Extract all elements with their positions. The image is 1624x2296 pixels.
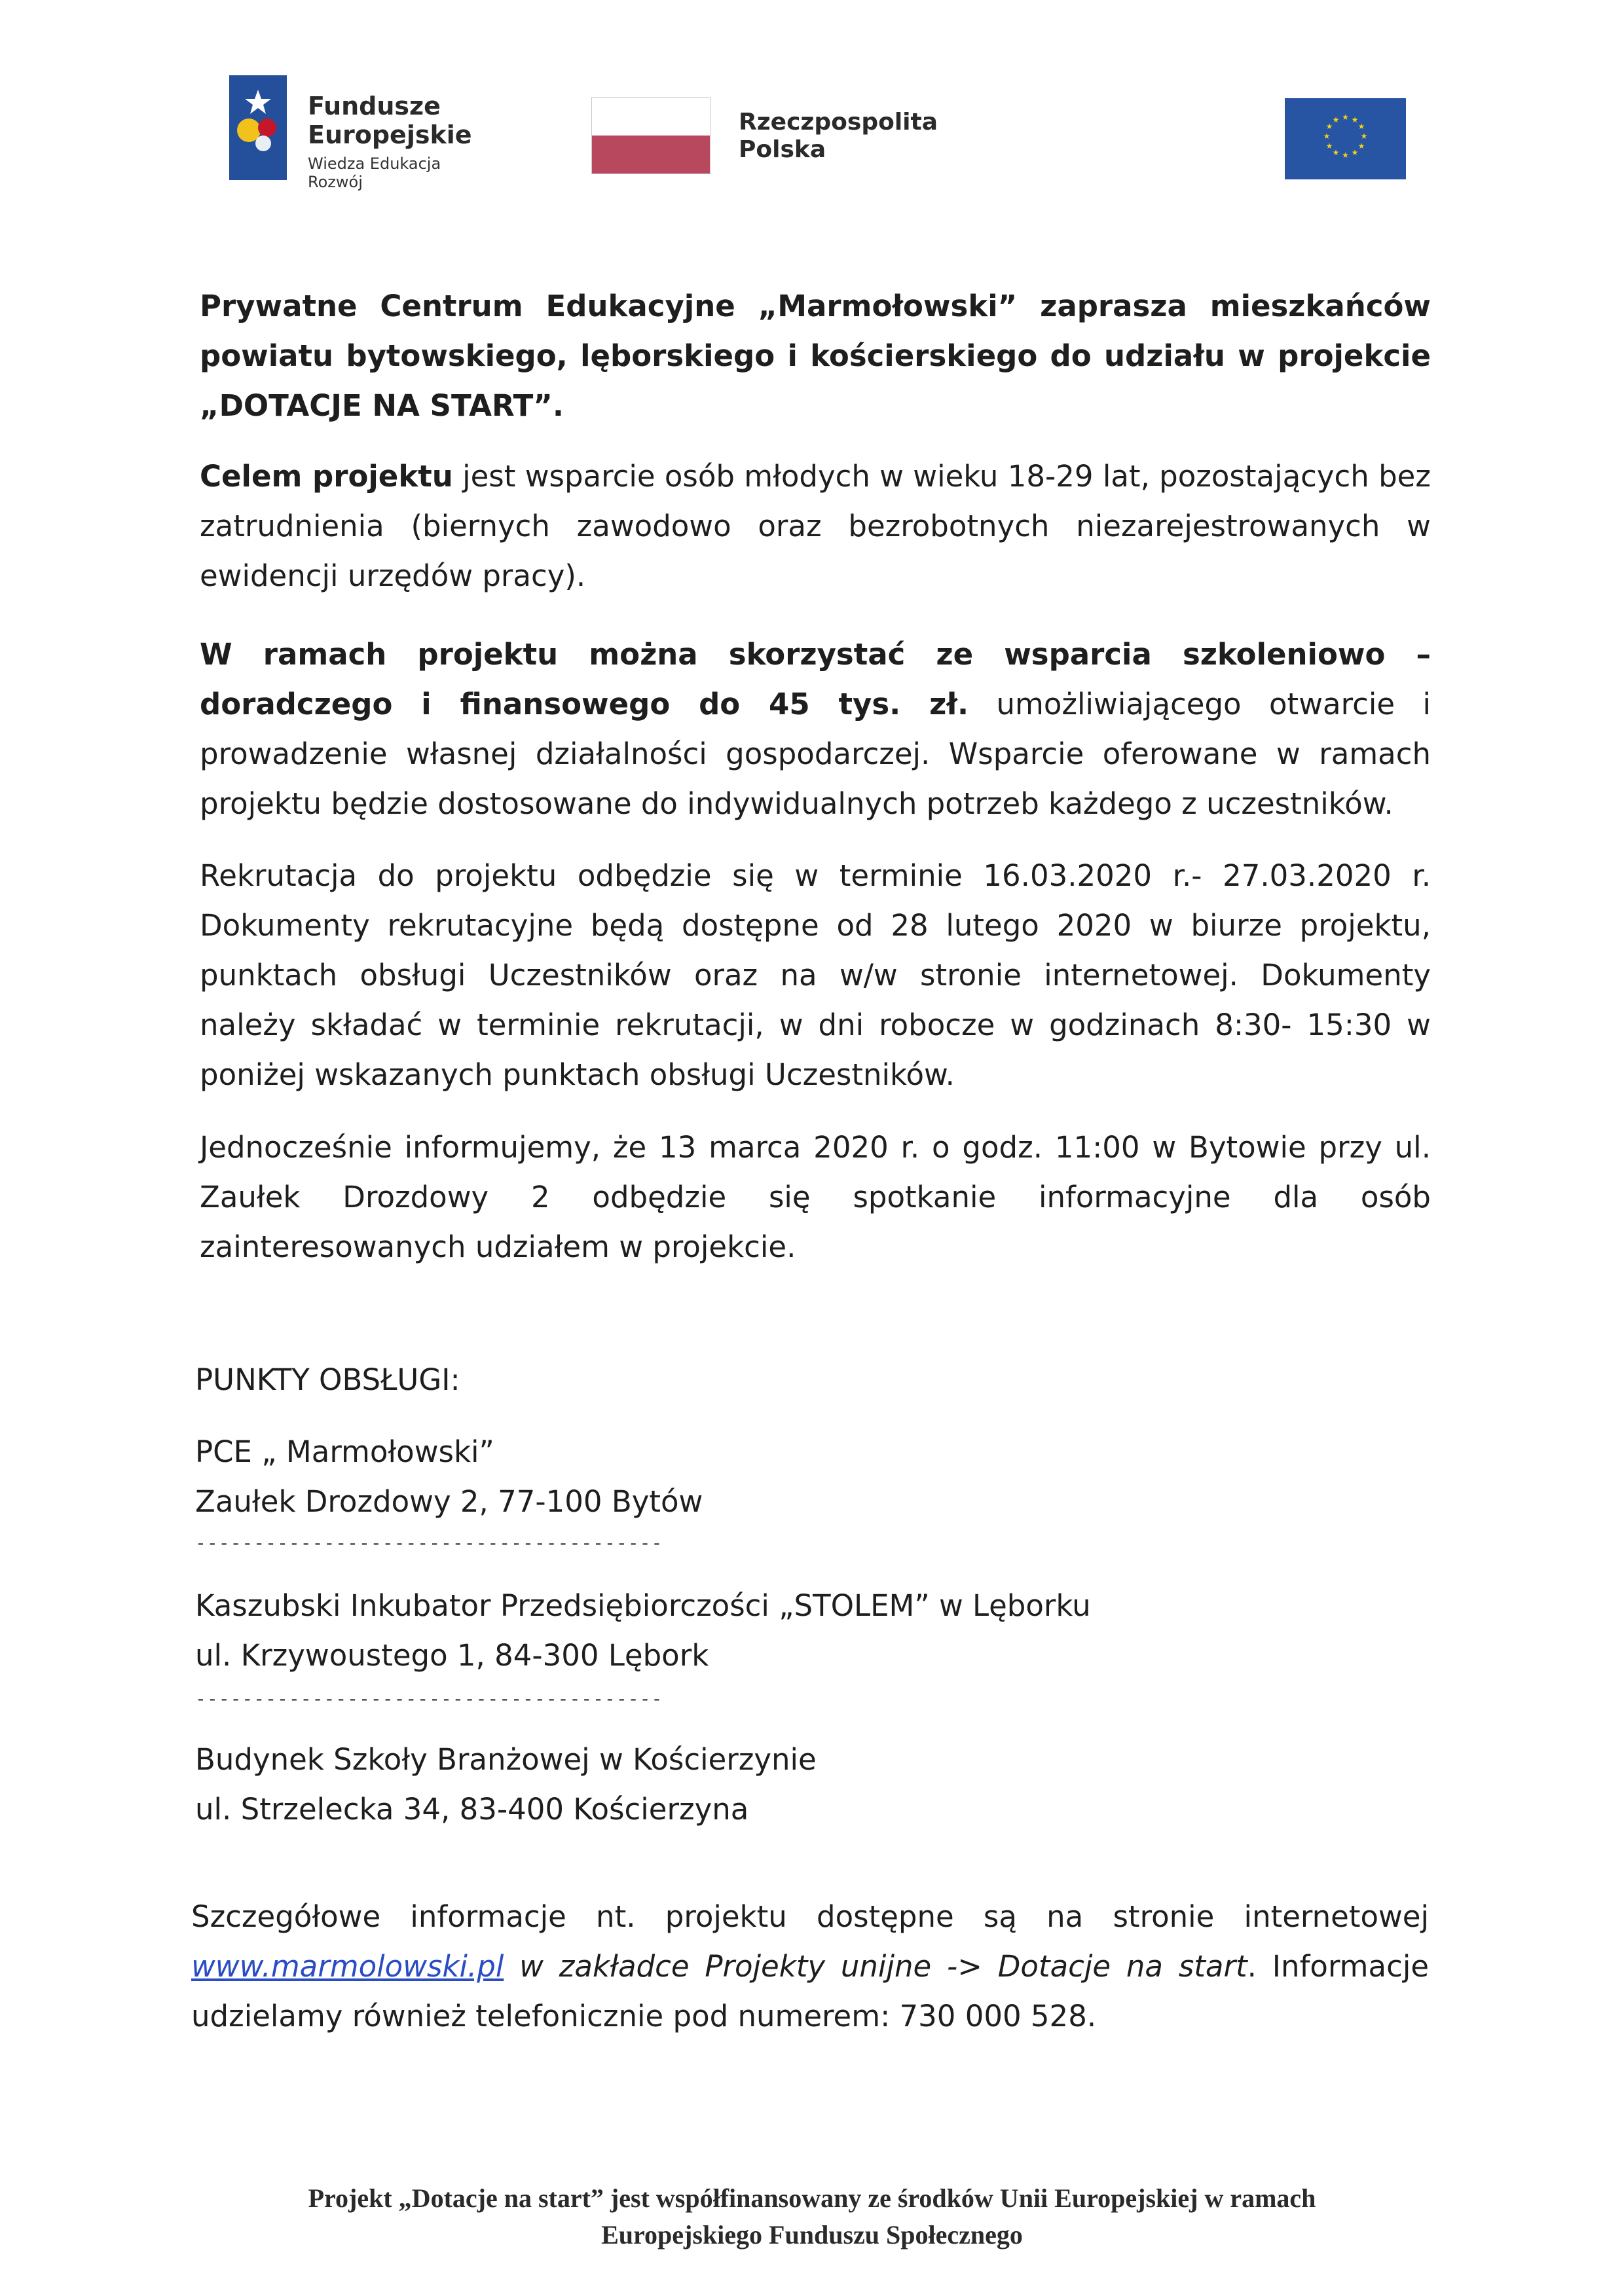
support-bold: W ramach projektu można skorzystać ze wsparcia szkoleniowo – doradczego i finansowego do 45 tys. zł. — [200, 637, 1431, 721]
point-1-address: Zaułek Drozdowy 2, 77-100 Bytów — [195, 1484, 703, 1519]
closing-paragraph — [191, 1892, 1429, 2041]
svg-text:★: ★ — [1357, 141, 1365, 151]
closing-text-after: . Informacje udzielamy również telefonicznie pod numerem: 730 000 528. — [191, 1949, 1430, 2033]
point-3-name: Budynek Szkoły Branżowej w Kościerzynie — [195, 1742, 817, 1777]
fundusze-line-1: Fundusze — [308, 92, 441, 120]
intro-paragraph: Prywatne Centrum Edukacyjne „Marmołowski” zaprasza mieszkańców powiatu bytowskiego, lęborskiego i kościerskiego do udziału w projekcie „DOTACJE NA START”. — [200, 289, 1431, 423]
separator-2: ---------------------------------------- — [195, 1688, 663, 1709]
svg-text:★: ★ — [1323, 132, 1331, 141]
point-2-name: Kaszubski Inkubator Przedsiębiorczości „STOLEM” w Lęborku — [195, 1588, 1091, 1623]
footer-line-1: Projekt „Dotacje na start” jest współfinansowany ze środków Unii Europejskiej w ramach — [308, 2183, 1316, 2213]
point-1-name: PCE „ Marmołowski” — [195, 1434, 494, 1469]
points-heading: PUNKTY OBSŁUGI: — [195, 1362, 460, 1397]
point-2-address: ul. Krzywoustego 1, 84-300 Lębork — [195, 1638, 709, 1673]
svg-text:★: ★ — [1332, 115, 1340, 124]
meeting-paragraph: Jednocześnie informujemy, że 13 marca 2020 r. o godz. 11:00 w Bytowie przy ul. Zaułek Drozdowy 2 odbędzie się spotkanie informacyjne dla osób zainteresowanych udziałem w projekcie. — [200, 1130, 1431, 1264]
point-3-address: ul. Strzelecka 34, 83-400 Kościerzyna — [195, 1792, 749, 1827]
svg-text:★: ★ — [1351, 115, 1359, 124]
svg-text:★: ★ — [1332, 148, 1340, 157]
goal-text: jest wsparcie osób młodych w wieku 18-29 lat, pozostających bez zatrudnienia (biernych zawodowo oraz bezrobotnych niezarejestrowanych w ewidencji urzędów pracy). — [200, 459, 1431, 593]
closing-italic: w zakładce Projekty unijne -> Dotacje na start — [504, 1949, 1247, 1984]
support-paragraph — [200, 630, 1431, 829]
svg-text:★: ★ — [1325, 122, 1333, 131]
closing-text-before: Szczegółowe informacje nt. projektu dostępne są na stronie internetowej — [191, 1899, 1429, 1934]
separator-1: ---------------------------------------- — [195, 1532, 663, 1554]
goal-paragraph — [200, 452, 1431, 601]
svg-text:★: ★ — [1342, 113, 1349, 122]
support-text: umożliwiającego otwarcie i prowadzenie własnej działalności gospodarczej. Wsparcie oferowane w ramach projektu będzie dostosowane do indywidualnych potrzeb każdego z uczestników. — [200, 687, 1431, 821]
fundusze-line-2: Europejskie — [308, 120, 472, 149]
goal-bold: Celem projektu — [200, 459, 453, 494]
svg-text:★: ★ — [1342, 151, 1349, 160]
svg-text:★: ★ — [1351, 148, 1359, 157]
fundusze-tagline: Wiedza Edukacja Rozwój — [308, 155, 441, 191]
svg-text:★: ★ — [1325, 141, 1333, 151]
footer-line-2: Europejskiego Funduszu Społecznego — [601, 2220, 1023, 2250]
footer-note — [0, 2180, 1624, 2253]
website-link[interactable]: www.marmolowski.pl — [191, 1949, 504, 1984]
eu-flag-icon — [1285, 98, 1406, 179]
svg-text:★: ★ — [1360, 132, 1368, 141]
polska-line-2: Polska — [739, 136, 826, 163]
recruitment-paragraph: Rekrutacja do projektu odbędzie się w terminie 16.03.2020 r.- 27.03.2020 r. Dokumenty rekrutacyjne będą dostępne od 28 lutego 2020 w biurze projektu, punktach obsługi Uczestników oraz na w/w stronie internetowej. Dokumenty należy składać w terminie rekrutacji, w dni robocze w godzinach 8:30- 15:30 w poniżej wskazanych punktach obsługi Uczestników. — [200, 858, 1431, 1092]
polska-line-1: Rzeczpospolita — [739, 109, 938, 136]
svg-text:★: ★ — [1357, 122, 1365, 131]
polish-flag-icon — [591, 97, 710, 174]
fundusze-europejskie-emblem-icon — [229, 75, 287, 180]
